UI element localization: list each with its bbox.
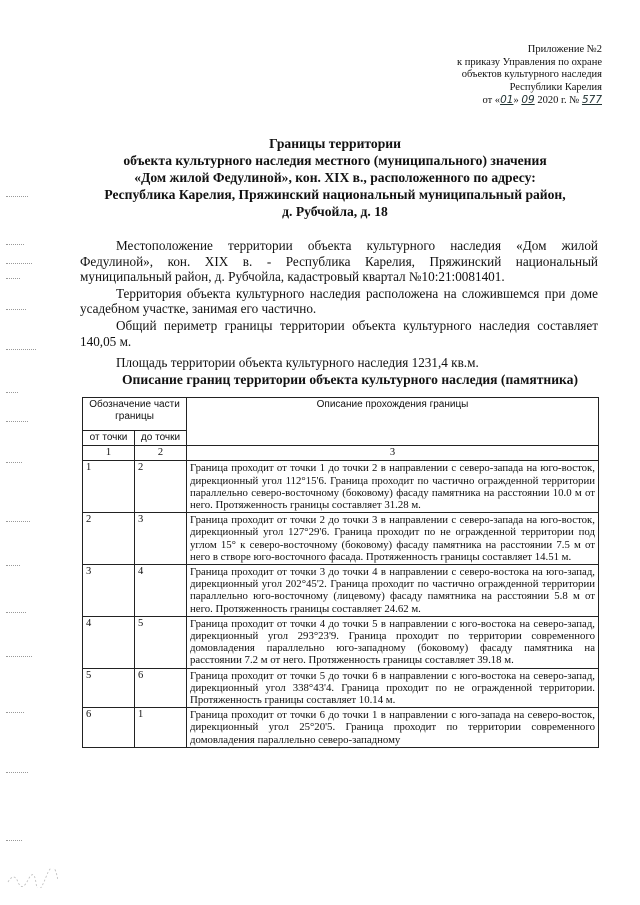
appendix-line-2: к приказу Управления по охране <box>457 56 602 68</box>
header-description: Описание прохождения границы <box>187 398 599 446</box>
column-number-3: 3 <box>187 446 599 461</box>
row-description: Граница проходит от точки 4 до точки 5 в направлении с юго-востока на северо-запад, дирекционный угол 293°23'9. Граница проходит по территории современного домовладения параллельно юго-западному (боковому) фасаду памятника на расстоянии 7.2 м от него. Протяженность границы составляет 39.18 м. <box>187 616 599 668</box>
table-row <box>83 668 599 708</box>
title-line-2: объекта культурного наследия местного (муниципального) значения <box>123 153 547 168</box>
appendix-line-1: Приложение №2 <box>527 44 602 55</box>
date-month: 09 <box>521 94 535 106</box>
column-number-1: 1 <box>83 446 135 461</box>
title-line-1: Границы территории <box>269 136 401 151</box>
body-text <box>80 238 598 372</box>
row-to-point: 2 <box>135 461 187 513</box>
row-from-point: 5 <box>83 668 135 708</box>
borders-table <box>82 397 599 748</box>
row-from-point: 2 <box>83 513 135 565</box>
header-to-point: до точки <box>135 431 187 446</box>
date-mid: » <box>513 95 519 106</box>
paragraph-location: Местоположение территории объекта культурного наследия «Дом жилой Федулиной», кон. XIX в. - Республика Карелия, Пряжинский национальный муниципальный район, д. Рубчойла, кадастровый квартал №10:21:0081401. <box>80 238 598 285</box>
row-from-point: 3 <box>83 565 135 617</box>
title-line-5: д. Рубчойла, д. 18 <box>282 204 388 219</box>
appendix-header <box>412 44 602 108</box>
title-line-4: Республика Карелия, Пряжинский национальный муниципальный район, <box>104 187 566 202</box>
left-margin-marks <box>6 0 46 905</box>
title-line-3: «Дом жилой Федулиной», кон. XIX в., расположенного по адресу: <box>134 170 536 185</box>
table-row <box>83 616 599 668</box>
paragraph-territory: Территория объекта культурного наследия расположена на сложившемся при доме усадебном участке, занимая его частично. <box>80 285 598 317</box>
document-title <box>70 135 600 220</box>
row-description: Граница проходит от точки 3 до точки 4 в направлении с северо-востока на юго-запад, дирекционный угол 202°45'2. Граница проходит по частично огражденной территории параллельно юго-восточному (лицевому) фасаду памятника на расстоянии 5.8 м от него. Протяженность границы составляет 24.62 м. <box>187 565 599 617</box>
row-description: Граница проходит от точки 1 до точки 2 в направлении с северо-запада на юго-восток, дирекционный угол 112°15'6. Граница проходит по частично огражденной территории параллельно северо-восточному (боковому) фасаду памятника на расстоянии 10.0 м от него. Протяженность границы составляет 31.28 м. <box>187 461 599 513</box>
column-number-2: 2 <box>135 446 187 461</box>
order-number: 577 <box>581 94 602 106</box>
row-description: Граница проходит от точки 2 до точки 3 в направлении с северо-запада на юго-восток, дирекционный угол 127°29'6. Граница проходит по не огражденной территории под углом 15° к северо-восточному (боковому) фасаду памятника на расстоянии 7.5 м от него в створе юго-восточного фасада. Протяженность границы составляет 14.51 м. <box>187 513 599 565</box>
row-description: Граница проходит от точки 6 до точки 1 в направлении с юго-запада на северо-восток, дирекционный угол 25°20'5. Граница проходит по территории современного домовладения параллельно северо-западному <box>187 708 599 748</box>
appendix-line-3: объектов культурного наследия <box>461 69 602 80</box>
row-to-point: 5 <box>135 616 187 668</box>
table-row <box>83 565 599 617</box>
appendix-date-line <box>412 94 602 108</box>
date-day: 01 <box>500 94 514 106</box>
row-to-point: 6 <box>135 668 187 708</box>
table-row <box>83 513 599 565</box>
header-from-point: от точки <box>83 431 135 446</box>
row-from-point: 6 <box>83 708 135 748</box>
row-from-point: 1 <box>83 461 135 513</box>
row-to-point: 4 <box>135 565 187 617</box>
row-from-point: 4 <box>83 616 135 668</box>
table-row <box>83 708 599 748</box>
section-title: Описание границ территории объекта культурного наследия (памятника) <box>121 372 578 387</box>
row-to-point: 3 <box>135 513 187 565</box>
date-suffix: 2020 г. № <box>537 95 580 106</box>
header-boundary-part: Обозначение части границы <box>83 398 187 431</box>
table-row <box>83 461 599 513</box>
row-description: Граница проходит от точки 5 до точки 6 в направлении с юго-востока на северо-запад, дирекционный угол 338°43'4. Граница проходит по не огражденной территории. Протяженность границы составляет 10.14 м. <box>187 668 599 708</box>
paragraph-perimeter: Общий периметр границы территории объекта культурного наследия составляет 140,05 м. <box>80 317 598 349</box>
margin-scribble-icon <box>6 868 66 888</box>
appendix-line-4: Республики Карелия <box>509 81 602 93</box>
date-prefix: от « <box>482 95 501 106</box>
row-to-point: 1 <box>135 708 187 748</box>
paragraph-area: Площадь территории объекта культурного наследия 1231,4 кв.м. <box>116 355 479 371</box>
